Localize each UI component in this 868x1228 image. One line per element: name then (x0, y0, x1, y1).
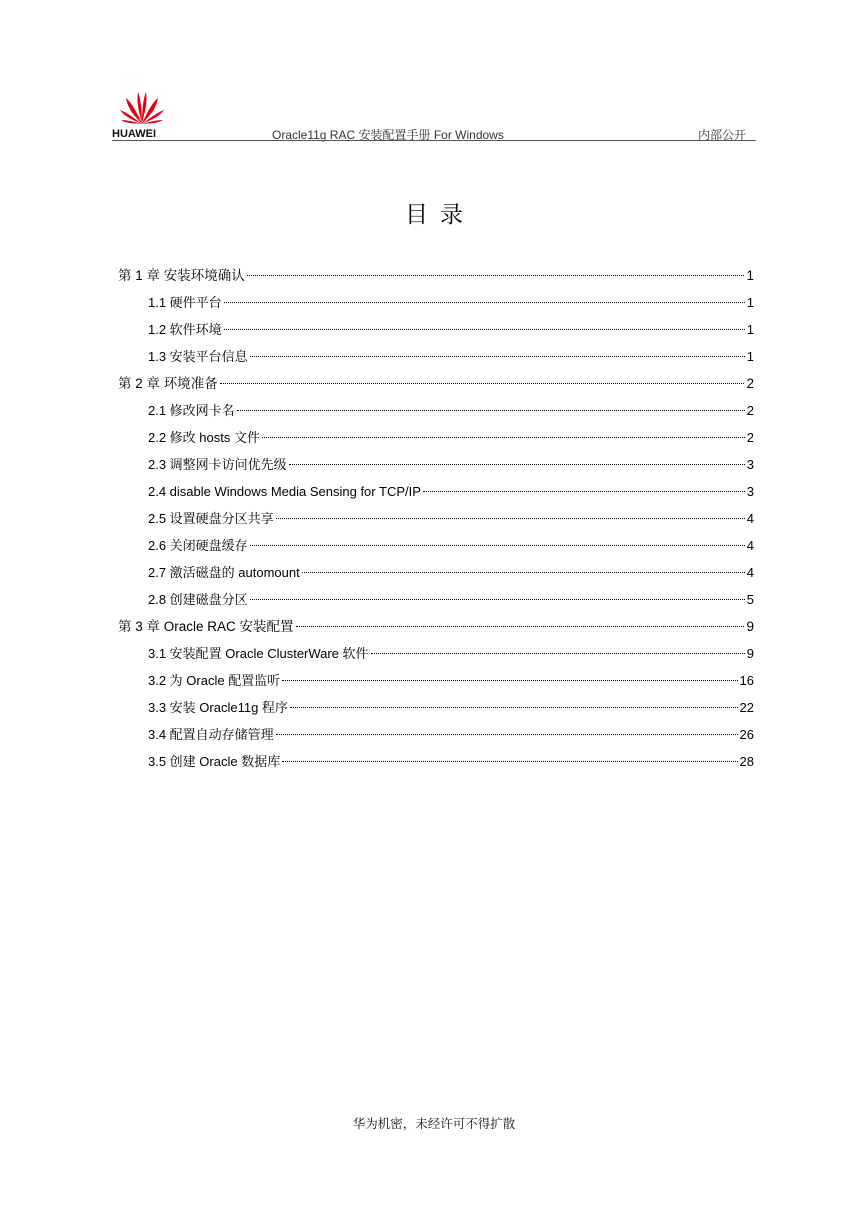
toc-entry-label: 2.5 设置硬盘分区共享 (148, 511, 274, 526)
toc-dot-leader (276, 518, 745, 519)
toc-section-entry[interactable] (118, 316, 754, 343)
toc-dot-leader (282, 680, 737, 681)
toc-chapter-entry[interactable] (118, 370, 754, 397)
toc-section-entry[interactable] (118, 694, 754, 721)
toc-entry-label: 3.4 配置自动存储管理 (148, 727, 274, 742)
toc-entry-label: 2.4 disable Windows Media Sensing for TCP/IP (148, 484, 421, 499)
toc-page-number: 9 (746, 646, 754, 661)
toc-section-entry[interactable] (118, 343, 754, 370)
toc-dot-leader (237, 410, 745, 411)
page-header (112, 86, 756, 142)
toc-page-number: 3 (746, 484, 754, 499)
toc-page-number: 26 (739, 727, 754, 742)
toc-page-number: 4 (746, 511, 754, 526)
toc-heading: 目录 (405, 201, 475, 227)
toc-section-entry[interactable] (118, 397, 754, 424)
toc-entry-label: 2.3 调整网卡访问优先级 (148, 457, 287, 472)
toc-page-number: 3 (746, 457, 754, 472)
toc-dot-leader (220, 383, 745, 384)
toc-entry-label: 3.1 安装配置 Oracle ClusterWare 软件 (148, 646, 369, 661)
toc-entry-label: 3.5 创建 Oracle 数据库 (148, 754, 281, 769)
header-divider (112, 140, 756, 141)
huawei-logo (112, 86, 172, 142)
toc-page-number: 4 (746, 565, 754, 580)
toc-page-number: 28 (739, 754, 754, 769)
toc-entry-label: 1.2 软件环境 (148, 322, 222, 337)
toc-section-entry[interactable] (118, 478, 754, 505)
toc-page-number: 1 (746, 295, 754, 310)
toc-entry-label: 1.3 安装平台信息 (148, 349, 248, 364)
toc-chapter-entry[interactable] (118, 613, 754, 640)
toc-section-entry[interactable] (118, 424, 754, 451)
logo-text: HUAWEI (112, 128, 156, 140)
toc-dot-leader (371, 653, 745, 654)
toc-entry-label: 第 2 章 环境准备 (118, 376, 218, 391)
toc-dot-leader (247, 275, 745, 276)
toc-dot-leader (250, 545, 745, 546)
table-of-contents (118, 262, 754, 775)
toc-page-number: 1 (746, 268, 754, 283)
classification-label: 内部公开 (697, 128, 746, 142)
toc-page-number: 1 (746, 322, 754, 337)
toc-section-entry[interactable] (118, 559, 754, 586)
toc-entry-label: 第 3 章 Oracle RAC 安装配置 (118, 619, 294, 634)
toc-entry-label: 2.1 修改网卡名 (148, 403, 235, 418)
toc-entry-label: 2.6 关闭硬盘缓存 (148, 538, 248, 553)
toc-entry-label: 2.8 创建磁盘分区 (148, 592, 248, 607)
toc-dot-leader (276, 734, 738, 735)
toc-section-entry[interactable] (118, 532, 754, 559)
toc-entry-label: 3.2 为 Oracle 配置监听 (148, 673, 281, 688)
toc-entry-label: 3.3 安装 Oracle11g 程序 (148, 700, 288, 715)
toc-dot-leader (250, 356, 745, 357)
document-title: Oracle11g RAC 安装配置手册 For Windows (272, 128, 504, 142)
toc-section-entry[interactable] (118, 586, 754, 613)
huawei-flower-icon (118, 86, 166, 126)
toc-entry-label: 2.7 激活磁盘的 automount (148, 565, 300, 580)
toc-section-entry[interactable] (118, 640, 754, 667)
toc-dot-leader (290, 707, 738, 708)
toc-page-number: 2 (746, 430, 754, 445)
toc-section-entry[interactable] (118, 748, 754, 775)
toc-dot-leader (289, 464, 745, 465)
toc-section-entry[interactable] (118, 721, 754, 748)
toc-dot-leader (224, 302, 745, 303)
toc-dot-leader (224, 329, 745, 330)
toc-page-number: 9 (746, 619, 754, 634)
toc-section-entry[interactable] (118, 667, 754, 694)
toc-section-entry[interactable] (118, 451, 754, 478)
toc-dot-leader (282, 761, 737, 762)
toc-dot-leader (296, 626, 745, 627)
toc-dot-leader (262, 437, 745, 438)
toc-dot-leader (423, 491, 745, 492)
toc-page-number: 22 (739, 700, 754, 715)
toc-page-number: 2 (746, 403, 754, 418)
toc-entry-label: 第 1 章 安装环境确认 (118, 268, 245, 283)
toc-entry-label: 1.1 硬件平台 (148, 295, 222, 310)
toc-section-entry[interactable] (118, 505, 754, 532)
toc-dot-leader (250, 599, 745, 600)
toc-chapter-entry[interactable] (118, 262, 754, 289)
toc-entry-label: 2.2 修改 hosts 文件 (148, 430, 260, 445)
toc-page-number: 2 (746, 376, 754, 391)
toc-page-number: 5 (746, 592, 754, 607)
toc-dot-leader (302, 572, 745, 573)
confidentiality-footer: 华为机密，未经许可不得扩散 (352, 1116, 516, 1131)
toc-page-number: 4 (746, 538, 754, 553)
toc-section-entry[interactable] (118, 289, 754, 316)
toc-page-number: 16 (739, 673, 754, 688)
toc-page-number: 1 (746, 349, 754, 364)
